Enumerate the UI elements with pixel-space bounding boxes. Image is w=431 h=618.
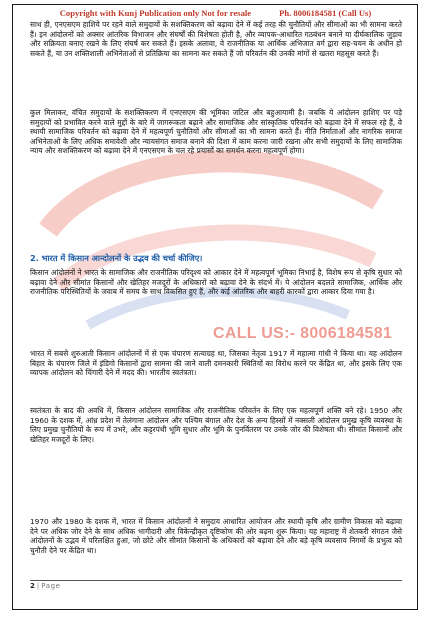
section-heading: 2. भारत में किसान आन्दोलनों के उद्भव की चर्चा कीजिए। (30, 253, 203, 263)
watermark-call-us: CALL US:- 8006184581 (213, 325, 393, 342)
contact-phone: Ph. 8006184581 (Call Us) (279, 8, 372, 18)
copyright-notice: Copyright with Kunj Publication only Not for resale (59, 8, 252, 18)
page-number: 2 (30, 582, 35, 590)
page-footer (30, 580, 402, 590)
paragraph-nsm-summary: कुल मिलाकर, वंचित समुदायों के सशक्तिकरण में एनएसएम की भूमिका जटिल और बहुआयामी है। जबकि ये आंदोलन हाशिए पर पड़े समुदायों को प्रभावित करने वाले मुद्दों के बारे में जागरूकता बढ़ाने और सामाजिक और सांस्कृतिक परिवर्तन को बढ़ावा देने में सफल रहे हैं, वे स्थायी सामाजिक परिवर्तन को बढ़ावा देने में महत्वपूर्ण चुनौतियों और सीमाओं का भी सामना करते हैं। नीति निर्माताओं और नागरिक समाज अभिनेताओं के लिए अधिक समावेशी और न्यायसंगत समाज बनाने की दिशा में काम करना जारी रखना और सभी समुदायों के लिए सामाजिक न्याय और सशक्तिकरण को बढ़ावा देने में एनएसएम के चल रहे प्रयासों का समर्थन करना महत्वपूर्ण होगा। (30, 108, 402, 156)
page-label: Page (41, 582, 61, 590)
footer-separator: | (36, 582, 40, 590)
paragraph-champaran: भारत में सबसे शुरुआती किसान आंदोलनों में से एक चंपारण सत्याग्रह था, जिसका नेतृत्व 1917 में महात्मा गांधी ने किया था। यह आंदोलन बिहार के चंपारण जिले में इंडिगो किसानों द्वारा सामना की जाने वाली दमनकारी स्थितियों का विरोध करने पर केंद्रित था, और इसके लिए एक व्यापक आंदोलन को चिंगारी देने में मदद की। भारतीय स्वतंत्रता। (30, 349, 402, 378)
paragraph-farmer-movements-intro: किसान आंदोलनों ने भारत के सामाजिक और राजनीतिक परिदृश्य को आकार देने में महत्वपूर्ण भूमिका निभाई है, विशेष रूप से कृषि सुधार को बढ़ावा देने और सीमांत किसानों और खेतिहर मजदूरों के अधिकारों को बढ़ावा देने के संदर्भ में। ये आंदोलन बदलते सामाजिक, आर्थिक और राजनीतिक परिस्थितियों के जवाब में समय के साथ विकसित हुए हैं, और कई आंतरिक और बाहरी कारकों द्वारा आकार दिया गया है। (30, 268, 402, 297)
paragraph-nsm-challenges: साथ ही, एनएसएम हाशिये पर रहने वाले समुदायों के सशक्तिकरण को बढ़ावा देने में कई तरह की चुनौतियों और सीमाओं का भी सामना करते हैं। इन आंदोलनों को अक्सर आंतरिक विभाजन और संघर्षों की विशेषता होती है, और व्यापक-आधारित गठबंधन बनाने या दीर्घकालिक जुड़ाव और सक्रियता बनाए रखने के लिए संघर्ष कर सकते हैं। इसके अलावा, वे राजनीतिक या आर्थिक अभिजात वर्ग द्वारा सह-चयन के अधीन हो सकते हैं, या उन शक्तिशाली अभिनेताओं से प्रतिक्रिया का सामना कर सकते हैं जो परिवर्तन की उनकी मांगों से खतरा महसूस करते हैं। (30, 20, 402, 58)
paragraph-post-independence: स्वतंत्रता के बाद की अवधि में, किसान आंदोलन सामाजिक और राजनीतिक परिवर्तन के लिए एक महत्वपूर्ण शक्ति बने रहे। 1950 और 1960 के दशक में, आंध्र प्रदेश में तेलंगाना आंदोलन और पश्चिम बंगाल और देश के अन्य हिस्सों में नक्सली आंदोलन प्रमुख कृषि व्यवस्था के लिए प्रमुख चुनौतियों के रूप में उभरे, और कट्टरपंथी भूमि सुधार और भूमि के पुनर्वितरण पर उनके जोर की विशेषता थी। सीमांत किसानों और खेतिहर मजदूरों के लिए। (30, 406, 402, 444)
paragraph-1970s-1980s: 1970 और 1980 के दशक में, भारत में किसान आंदोलनों ने समुदाय आधारित आयोजन और स्थायी कृषि और ग्रामीण विकास को बढ़ावा देने पर अधिक जोर देने के साथ अधिक भागीदारी और विकेन्द्रीकृत दृष्टिकोण की ओर बढ़ना शुरू किया। यह महाराष्ट्र में शेतकरी संगठन जैसे आंदोलनों के उद्भव में परिलक्षित हुआ, जो छोटे और सीमांत किसानों के अधिकारों को बढ़ावा देने और बड़े कृषि व्यवसाय निगमों के प्रभुत्व को चुनौती देने पर केंद्रित था। (30, 517, 402, 555)
copyright-header (0, 8, 431, 18)
